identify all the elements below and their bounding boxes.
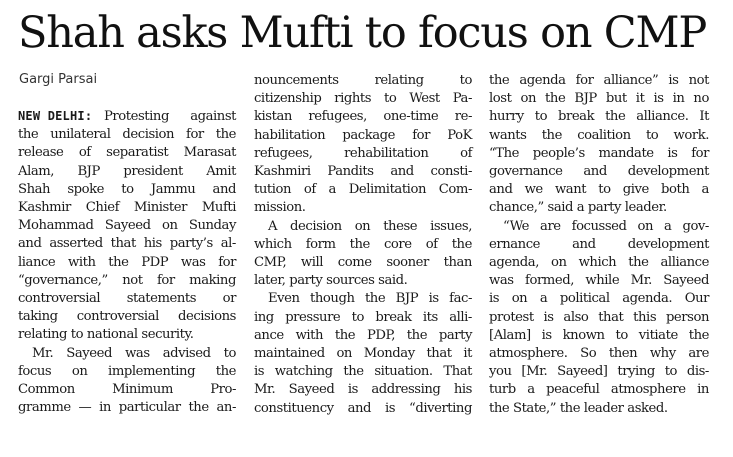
article-line: taking controversial decisions [18, 309, 236, 325]
headline: Shah asks Mufti to focus on CMP [18, 8, 707, 58]
article-line: which form the core of the [254, 236, 472, 252]
article-line: tution of a Delimitation Com- [254, 182, 472, 198]
dateline: NEW DELHI: [18, 109, 93, 123]
article-line: Common Minimum Pro- [18, 382, 236, 397]
byline: Gargi Parsai [19, 72, 98, 87]
article-line: protest is also that this person [489, 309, 709, 325]
article-line: release of separatist Marasat [18, 145, 236, 161]
article-line: [Alam] is known to vitiate the [489, 327, 709, 343]
article-line: Protesting against [104, 109, 236, 124]
article-line: chance,” said a party leader. [489, 200, 667, 216]
article-line: Kashmir Chief Minister Mufti [18, 200, 236, 215]
article-line: the agenda for alliance” is not [489, 73, 709, 88]
article-line: the State,” the leader asked. [489, 400, 668, 416]
article-line: ing pressure to break its alli- [254, 309, 472, 325]
article-line: A decision on these issues, [268, 218, 472, 234]
article-line: is on a political agenda. Our [489, 291, 709, 307]
article-line: is watching the situation. That [254, 364, 472, 380]
article-line: governance and development [489, 164, 709, 179]
article-line: wants the coalition to work. [489, 127, 709, 143]
article-line: citizenship rights to West Pa- [254, 91, 472, 107]
article-line: habilitation package for PoK [254, 127, 472, 143]
article-line: focus on implementing the [18, 363, 236, 379]
article-line: constituency and is “diverting [254, 400, 472, 416]
article-line: and asserted that his party’s al- [18, 236, 236, 252]
article-line: Kashmiri Pandits and consti- [254, 164, 472, 179]
article-line: controversial statements or [18, 291, 236, 306]
article-line: “The people’s mandate is for [489, 145, 709, 161]
article-line: ernance and development [489, 236, 709, 252]
article-line: Alam, BJP president Amit [18, 163, 236, 179]
article-line: Shah spoke to Jammu and [18, 181, 236, 197]
article-line: maintained on Monday that it [254, 346, 472, 361]
article-line: nouncements relating to [254, 73, 472, 88]
article-line: turb a peaceful atmosphere in [489, 382, 709, 398]
article-line: Mohammad Sayeed on Sunday [18, 218, 236, 234]
article-line: relating to national security. [18, 327, 194, 343]
article-line: you [Mr. Sayeed] trying to dis- [489, 364, 709, 380]
article-line: and we want to give both a [489, 182, 709, 198]
article-line: kistan refugees, one-time re- [254, 109, 472, 125]
article-line: Even though the BJP is fac- [268, 291, 472, 307]
article-line: “We are focussed on a gov- [503, 218, 709, 234]
article-line: Mr. Sayeed is addressing his [254, 382, 472, 398]
article-line: atmosphere. So then why are [489, 346, 709, 361]
article-line: refugees, rehabilitation of [254, 145, 472, 161]
article-line: lost on the BJP but it is in no [489, 91, 709, 107]
article-line: “governance,” not for making [18, 272, 236, 288]
article-line: later, party sources said. [254, 273, 408, 289]
article-line: agenda, on which the alliance [489, 255, 709, 270]
article-line: the unilateral decision for the [18, 127, 236, 143]
article-line: liance with the PDP was for [18, 254, 236, 270]
article-line: ance with the PDP, the party [254, 327, 472, 343]
article-line: CMP, will come sooner than [254, 255, 472, 270]
article-line: hurry to break the alliance. It [489, 109, 709, 125]
article-line: Mr. Sayeed was advised to [32, 345, 236, 361]
article-line: gramme — in particular the an- [18, 400, 236, 416]
article-line: mission. [254, 200, 306, 216]
article-line: was formed, while Mr. Sayeed [489, 273, 709, 289]
